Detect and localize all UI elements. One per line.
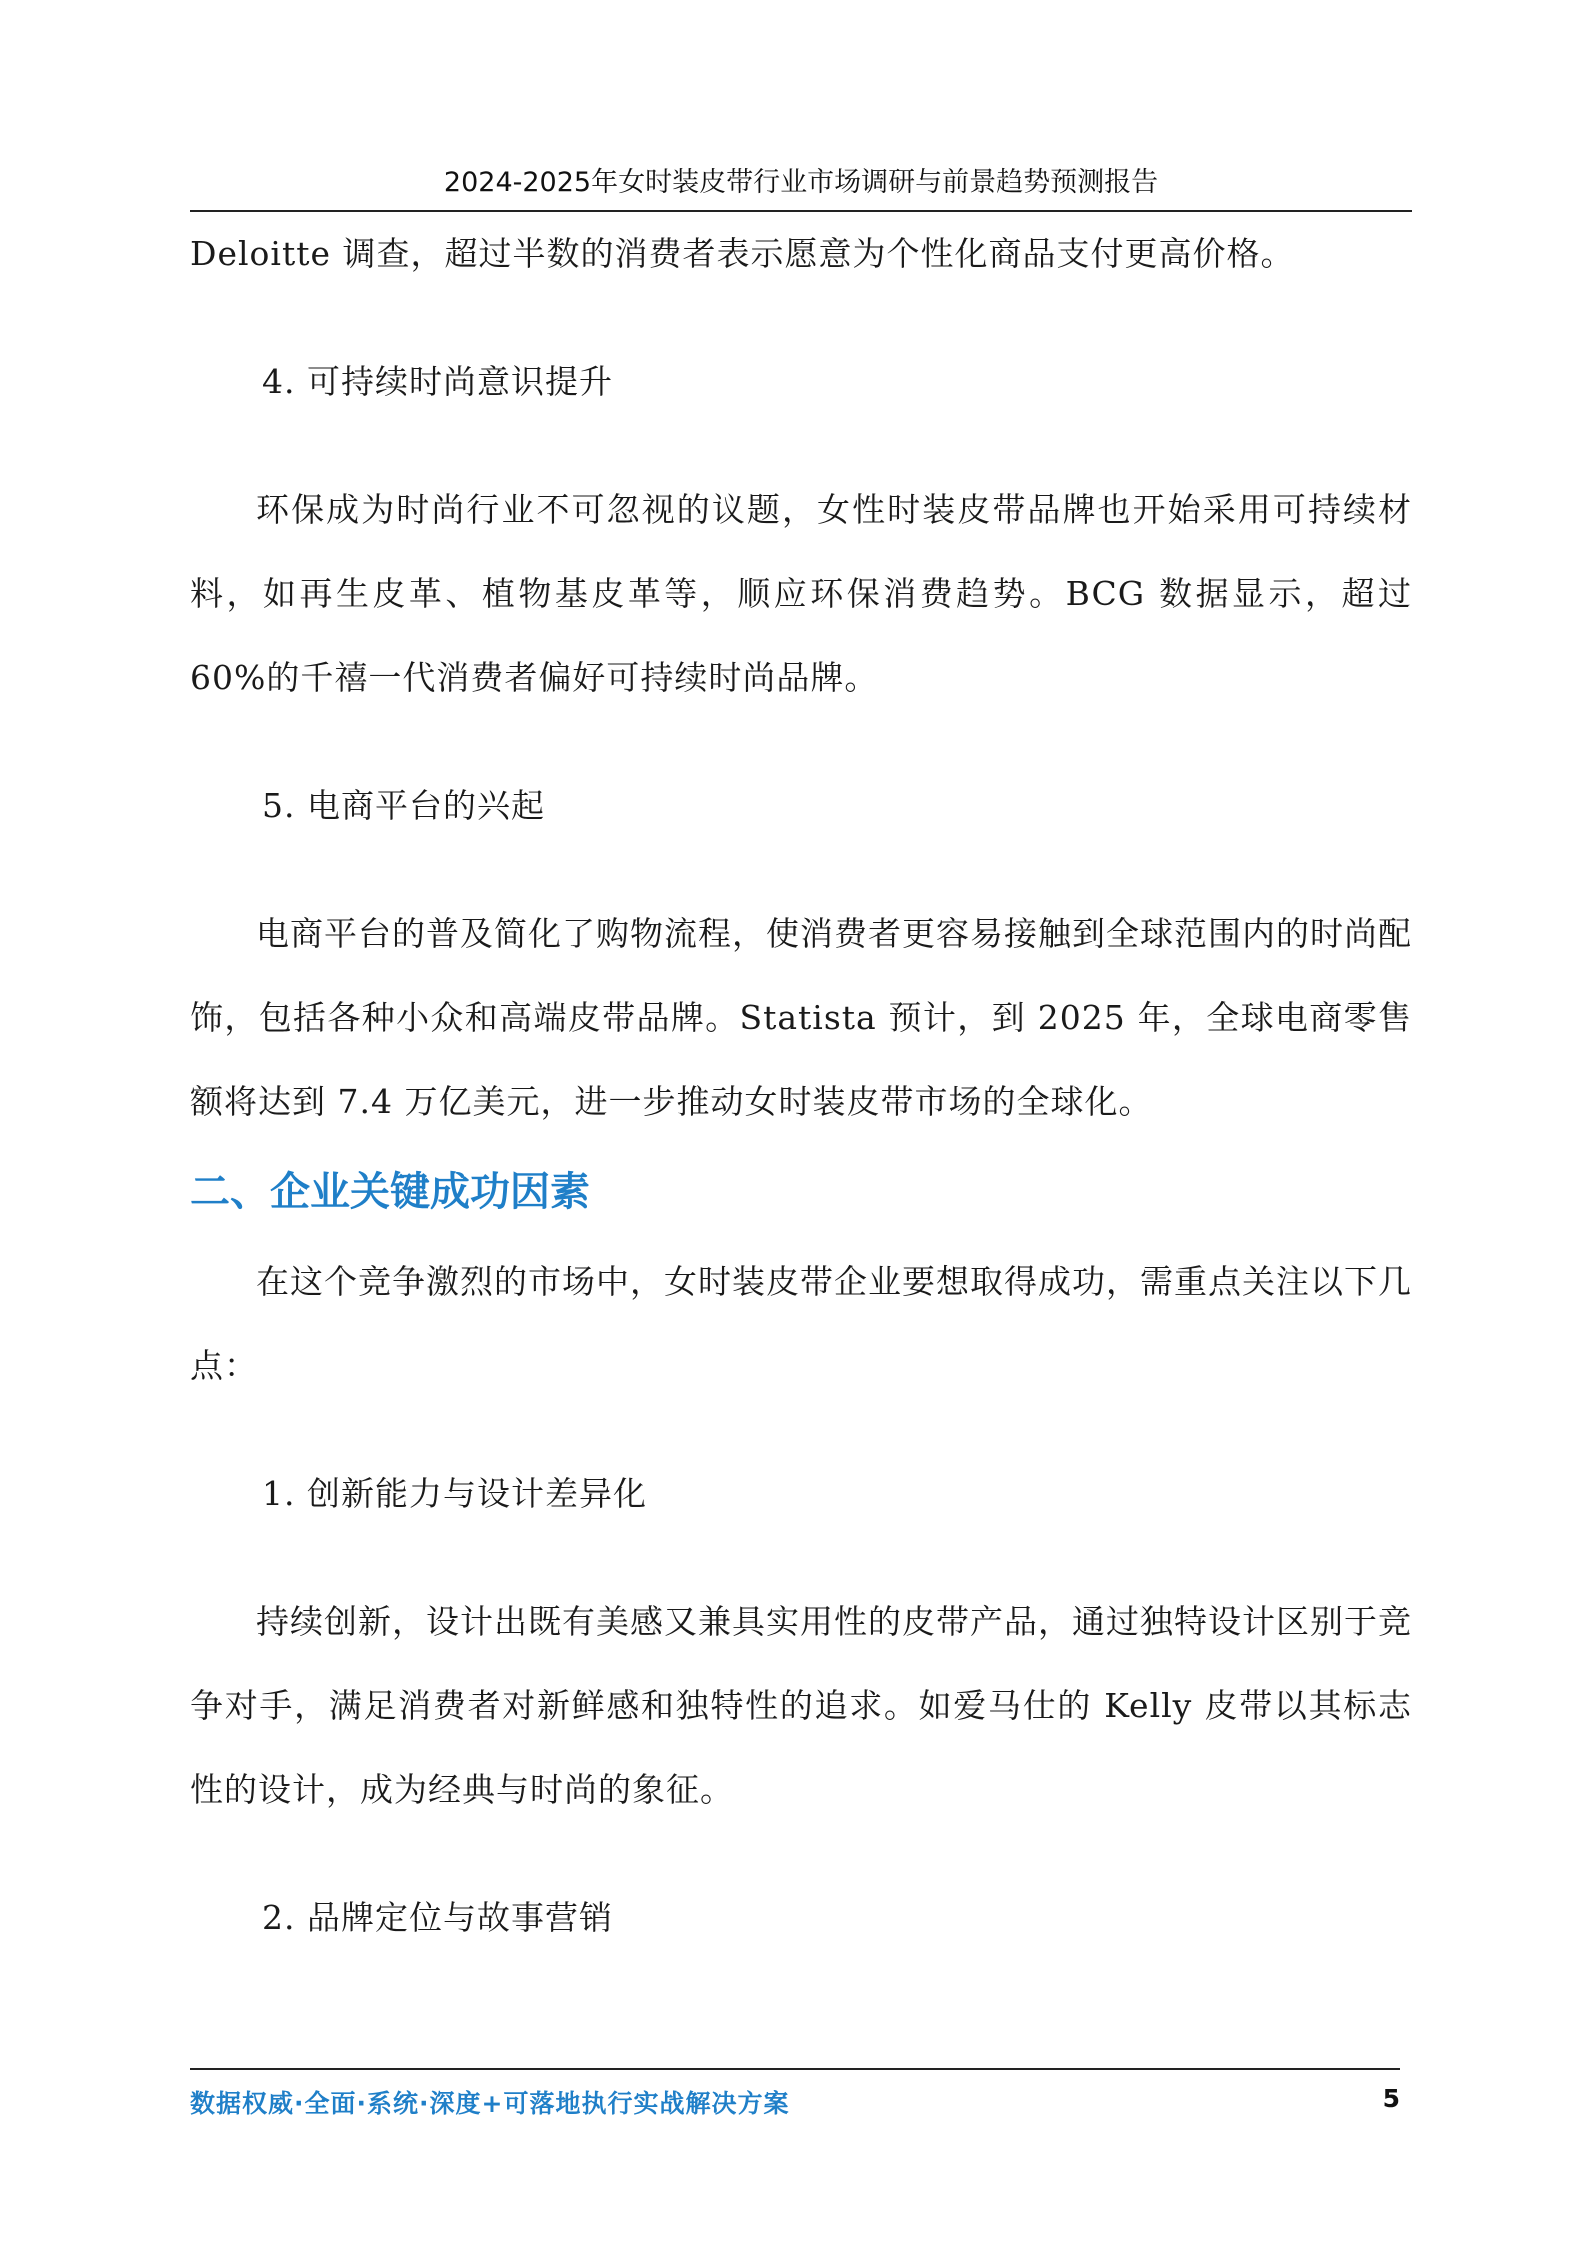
paragraph-intro: 在这个竞争激烈的市场中，女时装皮带企业要想取得成功，需重点关注以下几点： <box>190 1262 1412 1385</box>
page-content <box>190 212 1412 1960</box>
list-item-brand-positioning: 2. 品牌定位与故事营销 <box>262 1898 613 1937</box>
page-number: 5 <box>1382 2084 1400 2113</box>
paragraph-sustainability: 环保成为时尚行业不可忽视的议题，女性时装皮带品牌也开始采用可持续材料，如再生皮革、植物基皮革等，顺应环保消费趋势。BCG 数据显示，超过 60%的千禧一代消费者偏好可持续时尚品牌。 <box>190 490 1412 697</box>
section-heading-success-factors: 二、企业关键成功因素 <box>190 1169 590 1215</box>
list-item-innovation: 1. 创新能力与设计差异化 <box>262 1474 647 1513</box>
paragraph-ecommerce: 电商平台的普及简化了购物流程，使消费者更容易接触到全球范围内的时尚配饰，包括各种小众和高端皮带品牌。Statista 预计，到 2025 年，全球电商零售额将达到 7.4 万亿美元，进一步推动女时装皮带市场的全球化。 <box>190 914 1412 1121</box>
paragraph-deloitte: Deloitte 调查，超过半数的消费者表示愿意为个性化商品支付更高价格。 <box>190 234 1295 273</box>
list-item-sustainability: 4. 可持续时尚意识提升 <box>262 362 613 401</box>
paragraph-innovation: 持续创新，设计出既有美感又兼具实用性的皮带产品，通过独特设计区别于竞争对手，满足消费者对新鲜感和独特性的追求。如爱马仕的 Kelly 皮带以其标志性的设计，成为经典与时尚的象征。 <box>190 1602 1412 1809</box>
footer-slogan: 数据权威·全面·系统·深度+可落地执行实战解决方案 <box>190 2089 790 2118</box>
report-title: 2024-2025年女时装皮带行业市场调研与前景趋势预测报告 <box>443 167 1159 198</box>
list-item-ecommerce: 5. 电商平台的兴起 <box>262 786 545 825</box>
page-footer <box>190 2068 1400 2130</box>
page-header <box>190 160 1412 212</box>
